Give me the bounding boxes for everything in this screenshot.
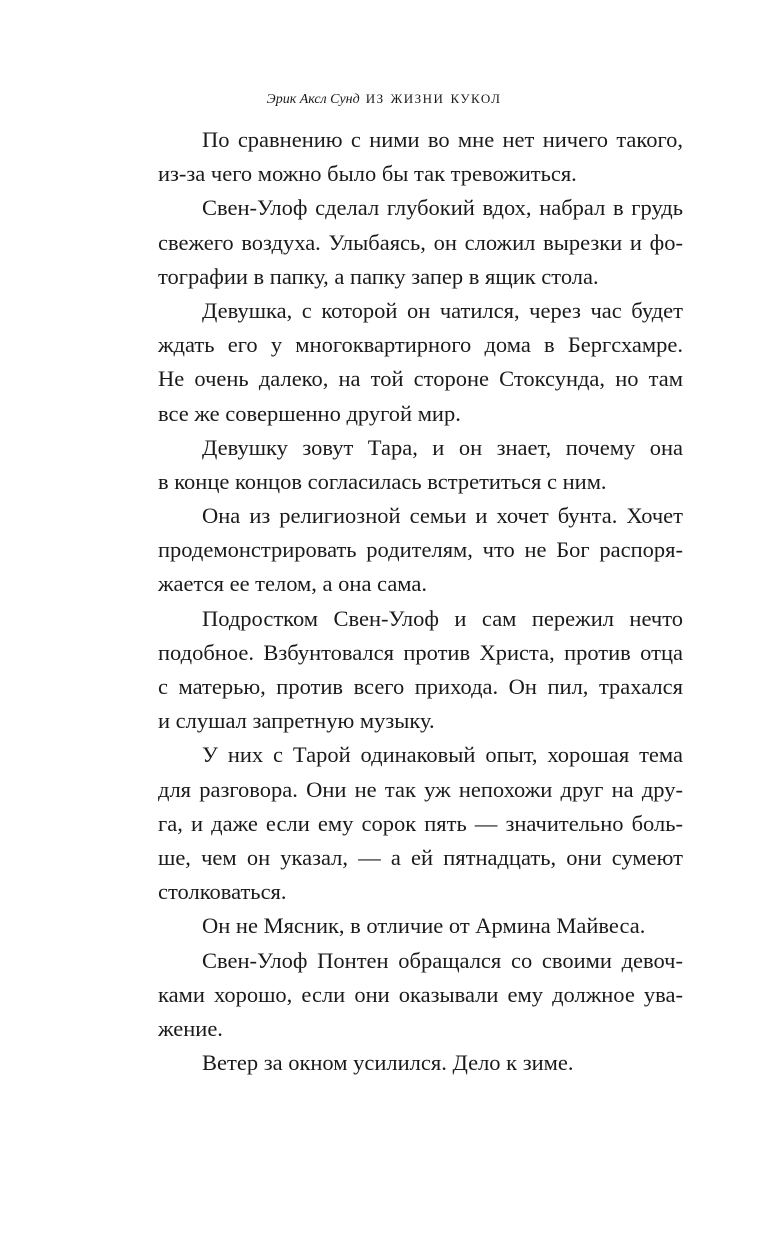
text-line: тографии в папку, а папку запер в ящик стола. xyxy=(158,263,599,289)
header-book-title: из жизни кукол xyxy=(365,87,502,107)
text-line: продемонстрировать родителям, что не Бог распоря- xyxy=(158,537,683,563)
text-line: Она из религиозной семьи и хочет бунта. Хочет xyxy=(202,503,683,529)
text-line: подобное. Взбунтовался против Христа, против отца xyxy=(158,639,683,665)
text-line: Свен-Улоф Понтен обращался со своими девоч- xyxy=(202,947,683,973)
body-text xyxy=(158,123,683,1080)
text-line: ками хорошо, если они оказывали ему должное ува- xyxy=(158,981,683,1007)
text-line: для разговора. Они не так уж непохожи друг на дру- xyxy=(158,776,683,802)
text-line: Он не Мясник, в отличие от Армина Майвеса. xyxy=(202,913,646,939)
text-line: жение. xyxy=(158,1015,223,1041)
text-line: Девушка, с которой он чатился, через час будет xyxy=(202,297,683,323)
text-line: в конце концов согласилась встретиться с ним. xyxy=(158,468,607,494)
text-line: из-за чего можно было бы так тревожиться. xyxy=(158,161,577,187)
text-line: с матерью, против всего прихода. Он пил, трахался xyxy=(158,674,683,699)
text-line: Не очень далеко, на той стороне Стоксунда, но там xyxy=(158,366,683,392)
text-line: свежего воздуха. Улыбаясь, он сложил вырезки и фо- xyxy=(158,229,683,255)
header-author: Эрик Аксл Сунд xyxy=(266,92,360,107)
text-line: и слушал запретную музыку. xyxy=(158,708,435,734)
text-line: га, и даже если ему сорок пять — значительно боль- xyxy=(158,810,683,836)
text-line: У них с Тарой одинаковый опыт, хорошая тема xyxy=(202,742,683,768)
text-line: Свен-Улоф сделал глубокий вдох, набрал в грудь xyxy=(202,195,683,221)
text-line: ше, чем он указал, — а ей пятнадцать, они сумеют xyxy=(158,844,683,870)
text-line: ждать его у многоквартирного дома в Бергсхамре. xyxy=(158,332,683,358)
text-line: столковаться. xyxy=(158,879,287,905)
text-line: Подростком Свен-Улоф и сам пережил нечто xyxy=(202,605,683,631)
running-header xyxy=(0,86,768,111)
text-line: Ветер за окном усилился. Дело к зиме. xyxy=(202,1050,574,1076)
text-line: жается ее телом, а она сама. xyxy=(158,571,428,597)
text-line: все же совершенно другой мир. xyxy=(158,400,461,426)
text-line: По сравнению с ними во мне нет ничего такого, xyxy=(202,127,683,152)
text-line: Девушку зовут Тара, и он знает, почему она xyxy=(202,434,683,460)
